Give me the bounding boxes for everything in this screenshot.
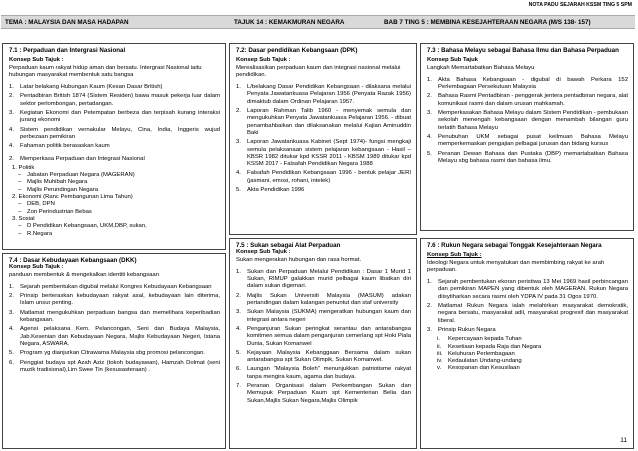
list-item: 1. L/belakang Dasar Pendidikan Kebangsaan - dilaksana melalui Penyata Jawatankuasa Pelajaran 1956 (Penyata Razak 1956) dimaktub dalam Ordinan Pelajaran 1957. (236, 84, 411, 105)
section-title: 7.6 : Rukun Negara sebagai Tonggak Kesejahteraan Negara (427, 242, 602, 249)
list-item: 3. Memperkasakan Bahasa Melayu dalam Sistem Pendidikan - pembukaan sekolah menengah kebangsaan dengan menambah bilangan guru terlatih Bahasa Melayu (427, 110, 628, 131)
list-item: ii. Kesetiaan kepada Raja dan Negara (437, 343, 542, 350)
section-title: 7.3 : Bahasa Melayu sebagai Bahasa Ilmu dan Bahasa Perpaduan (427, 47, 619, 54)
list-item: v. Kesopanan dan Kesusilaan (437, 365, 520, 372)
principle-list (427, 336, 628, 372)
section-subtitle: Konsep Sub Tajuk : (236, 249, 291, 256)
section-7-2 (229, 43, 417, 235)
header-bar (1, 15, 635, 29)
list-item: 4. Penganjuran Sukan peringkat serantau dan antarabangsa komitmen semua dalam penganjuran cemerlang spt Hoki Piala Dunia, Sukan Komanwel (236, 325, 411, 347)
section-intro: Sukan mengerakan hubungan dan rasa hormat. (236, 256, 362, 263)
list-item: iv. Kedaulatan Undang-undang (437, 358, 522, 365)
section-title: 7.4 : Dasar Kebudayaan Kebangsaan (DKK) (9, 257, 137, 264)
section-list (9, 84, 220, 150)
strategy-list (9, 165, 220, 238)
list-item: 4. Agensi pelaksana Kem. Pelancongan, Seni dan Budaya Malaysia, Jab.Kesenian dan Kebudayaan Negara, Majlis Kebudayaan Negeri, Istana Negara, ASWARA. (9, 326, 220, 347)
list-item: 3. Sukan Malaysia (SUKMA) mengeratkan hubungan kaum dan integrasi antara negeri (236, 309, 411, 323)
section-7-6 (420, 238, 634, 449)
section-title: 7.5 : Sukan sebagai Alat Perpaduan (236, 242, 341, 249)
document-tag: NOTA PADU SEJARAH KSSM TING 5 SPM (528, 2, 632, 8)
list-item: 1. Sejarah pembentukan ekoran peristiwa 13 Mei 1969 hasil perbincangan dan pemikiran MAPEN yang dibentuk oleh MAGERAN. Rukun Negara diisytiharkan secara rasmi oleh YDPA IV pada 31 Ogos 1970. (427, 279, 628, 300)
list-item: 4. Penubuhan UKM sebagai pusat keilmuan Bahasa Melayu memperkemaskan pengajian pelbagai jurusan dan bidang kursus (427, 133, 628, 148)
list-item: – Majlis Muhibah Negara (18, 179, 88, 186)
section-7-3 (420, 43, 634, 231)
section-list (427, 77, 628, 165)
list-item: 2. Pentadbiran British 1874 (Sistem Residen) bawa masuk pekerja luar dalam sektor perlombongan, pertadangan. (9, 93, 220, 107)
list-item: 1. Latar belakang Hubungan Kaum (Kesan Dasar British) (9, 84, 163, 91)
list-item: 2. Prinsip berteraskan kebudayaan rakyat asal, kebudayaan lain diterima, Islam unsur penting. (9, 293, 220, 307)
list-item: 2. Bahasa Rasmi Pentadbiran - penggerak jentera pentadbiran negara, alat komunikasi rasmi dan dalam urusan mahkamah. (427, 93, 628, 107)
section-title: 7.1 : Perpaduan dan Intergrasi Nasional (9, 47, 126, 54)
list-item: – Zon Perindustrian Bebas (18, 208, 92, 215)
list-item: 2. Majlis Sukan Universiti Malaysia (MASUM) adakan pertandingan dalam kalangan penuntut dan staf university (236, 292, 411, 307)
list-item: 2. Memperkasa Perpaduan dan Integrasi Nasional (9, 155, 145, 162)
list-item: 5. Peranan Dewan Bahasa dan Pustaka (DBP) memartabatkan Bahasa Melayu sbg bahasa rasmi dan bahasa ilmu. (427, 150, 628, 164)
section-list (236, 84, 411, 194)
section-7-1 (2, 43, 226, 250)
list-item: i. Kepercayaan kepada Tuhan (437, 336, 522, 343)
list-item: 1. Akta Bahasa Kebangsaan - digubal di bawah Perkara 152 Perlembagaan Persekutuan Malaysia (427, 76, 628, 91)
list-item: 3. Prinsip Rukun Negara (427, 326, 496, 333)
section-list-2 (9, 156, 220, 163)
list-item: 3. Laporan Jawatankuasa Kabinet (Sept 1974)- fungsi mengkaji semula pelaksanaan sistem pelajaran kebangsaan - Hasil – KBSR 1982 ditukar kpd KSSR 2011 - KBSM 1989 ditukar kpd KSSM 2017 - Falsafah Pendidikan Negara 1988 (236, 139, 411, 168)
section-intro: Merealisasikan perpaduan kaum dan integrasi nasional melalui pendidikan. (236, 64, 401, 78)
section-subtitle: Konsep Sub Tajuk : (9, 264, 64, 271)
section-intro: panduan membentuk & mengekalkan identiti kebangsaan (9, 271, 159, 278)
list-item: – D Pendidikan Kebangsaan, UKM,DBP, sukan, (18, 223, 147, 230)
list-item: – R.Negara (18, 230, 53, 237)
list-item: 1. Sukan dan Perpaduan Melalui Pendidikan : Dasar 1 Murid 1 Sukan, RIMUP galakkan murid pelbagai kaum libatkan diri dalam sukan digemari. (236, 268, 411, 290)
list-item: – Majlis Perundingan Negara (18, 186, 99, 193)
section-list (427, 279, 628, 334)
list-item: 3. Matlamat mengukuhkan perpaduan bangsa dan memelihara keperibadian kebangsaan. (9, 309, 220, 324)
header-bab: BAB 7 TING 5 : MEMBINA KESEJAHTERAAN NEGARA (M/S 138- 157) (384, 18, 591, 26)
section-list (9, 284, 220, 374)
section-subtitle: Konsep Sub Tajuk (427, 57, 478, 64)
section-subtitle: Konsep Sub Tajuk : (9, 57, 64, 64)
page-number: 11 (620, 436, 627, 444)
header-tema: TEMA : MALAYSIA DAN MASA HADAPAN (5, 18, 129, 26)
section-intro: Ideologi Negara untuk menyatukan dan membimbing rakyat ke arah perpaduan. (427, 259, 605, 273)
section-subtitle: Konsep Sub Tajuk : (427, 252, 482, 259)
list-item: – DEB, DPN (18, 201, 55, 208)
section-list (236, 269, 411, 405)
list-item: 5. Akta Pendidikan 1996 (236, 187, 305, 194)
section-7-5 (229, 238, 417, 449)
list-item: 4. Falsafah Pendidikan Kebangsaan 1996 - bentuk pelajar JERI (jasmani, emosi, rohani, intelek) (236, 170, 411, 184)
list-item: 7. Peranan Organisasi dalam Perkembangan Sukan dan Memupuk Perpaduan Kaum spt Kementerian Belia dan Sukan,Majlis Sukan Negara,Majlis Olimpik (236, 383, 411, 404)
section-intro: Perpaduan kaum rakyat hidup aman dan bersatu. Intergrasi Nasional iaitu hubungan masyarakat membentuk satu bangsa (9, 64, 202, 78)
list-item: 1. Sejarah pembentukan digubal melalui Kongres Kebudayaan Kebangsaan (9, 283, 212, 290)
list-item: 5. Kejayaan Malaysia Kebanggaan Bersama dalam sukan antarabangsa spt Sukan Olimpik, Sukan Komanwel. (236, 349, 411, 364)
list-item: 6. Laungan "Malaysia Boleh" menunjukkan patriotisme rakyat tanpa mengira kaum, agama dan budaya. (236, 366, 411, 380)
list-item: 6. Penggiat budaya spt Azah Aziz (tokoh budayawan), Hamzah Dolmat (seni muzik tradisional),Lim Swee Tin (kesusasteraan) . (9, 359, 220, 373)
politik-label: 1. Politik (12, 164, 35, 171)
sosial-label: 3. Sosial (12, 215, 35, 222)
list-item: – Jabatan Perpaduan Negara (MAGERAN) (18, 172, 135, 179)
list-item: 4. Sistem pendidikan vernakular Melayu, Cina, India, Inggeris wujud perbezaan pemikiran (9, 126, 220, 140)
list-item: 2. Matlamat Rukun Negara ialah melahirkan masyarakat demokratik, negara bersatu, masyarakat adil, masyarakat progresif dan masyarakat liberal. (427, 303, 628, 324)
ekonomi-label: 2. Ekonomi (Ranc Pembangunan Lima Tahun) (12, 194, 133, 201)
section-7-4 (2, 253, 226, 449)
section-subtitle: Konsep Sub Tajuk : (236, 57, 291, 64)
list-item: iii. Keluhuran Perlembagaan (437, 350, 515, 357)
header-tajuk: TAJUK 14 : KEMAKMURAN NEGARA (234, 18, 345, 26)
list-item: 4. Fahaman politik berasaskan kaum (9, 143, 110, 150)
list-item: 3. Kegiatan Ekonomi dan Petempatan berbeza dan terpisah kurang interaksi jurang ekonomi (9, 110, 220, 124)
section-intro: Langkah Memartabatkan Bahasa Melayu (427, 64, 535, 71)
list-item: 5. Program yg dianjurkan Citrawarna Malaysia sbg promosi pelancongan. (9, 350, 205, 357)
section-title: 7.2: Dasar pendidikan Kebangsaan (DPK) (236, 47, 358, 54)
list-item: 2. Laporan Rahman Talib 1960 - menyemak semula dan mengukuhkan Penyata Jawatankuasa Pelajaran 1956. - dibuat penambahbaikan dan dilaksanakan melalui Kajian Aminuddin Baki (236, 108, 411, 136)
